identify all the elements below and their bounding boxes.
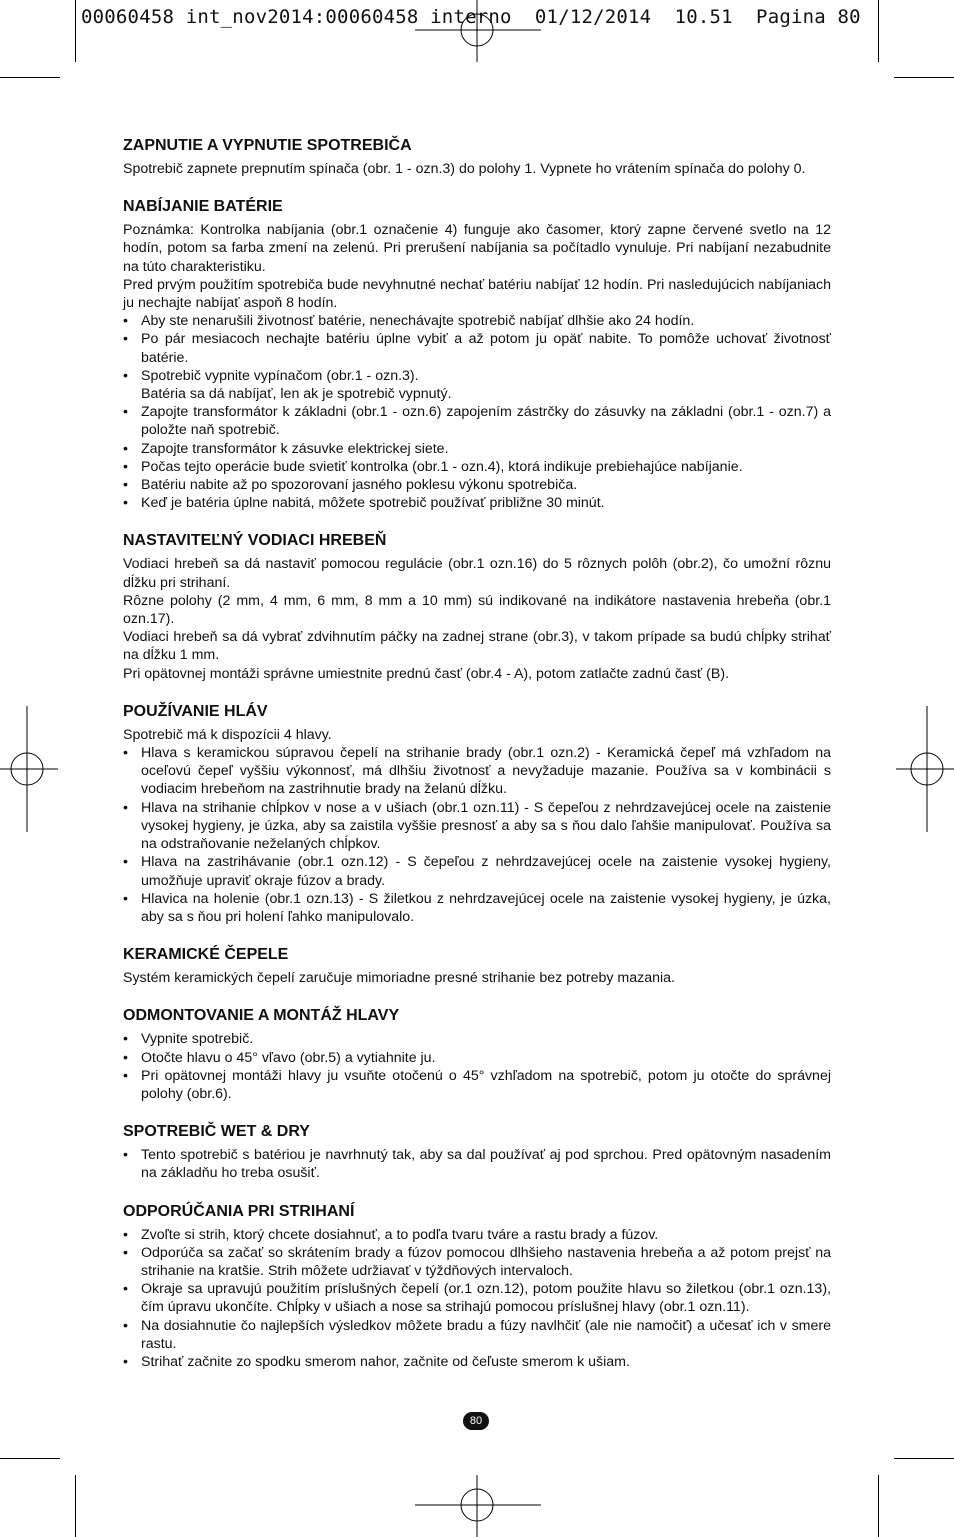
- bullet-list: [123, 312, 831, 512]
- list-item-text: Zvoľte si strih, ktorý chcete dosiahnuť, a to podľa tvaru tváre a rastu brady a fúzov.: [141, 1226, 659, 1243]
- registration-mark-icon: [0, 706, 58, 832]
- paragraph: Vodiaci hrebeň sa dá nastaviť pomocou regulácie (obr.1 ozn.16) do 5 rôznych polôh (obr.2), čo umožní rôznu dĺžku pri strihaní.: [123, 556, 831, 591]
- bullet-list: [123, 744, 831, 926]
- print-slug: 00060458 int_nov2014:00060458 interno 01/12/2014 10.51 Pagina 80: [81, 6, 861, 28]
- list-item: [123, 476, 831, 494]
- paragraph: Spotrebič má k dispozícii 4 hlavy.: [123, 726, 332, 743]
- bullet-icon: •: [123, 1049, 128, 1066]
- bullet-icon: •: [123, 404, 128, 421]
- bullet-icon: •: [123, 799, 128, 816]
- section-heading: NASTAVITEĽNÝ VODIACI HREBEŇ: [123, 532, 387, 550]
- list-item-text: Hlava na zastrihávanie (obr.1 ozn.12) - S čepeľou z nehrdzavejúcej ocele na zaistenie vysokej hygieny, umožňuje upraviť okraje fúzov a brady.: [141, 854, 831, 889]
- section-heading: KERAMICKÉ ČEPELE: [123, 946, 289, 964]
- section: [123, 136, 831, 178]
- list-item-text: Okraje sa upravujú použitím príslušných čepelí (or.1 ozn.12), potom použite hlavu so žiletkou (obr.1 ozn.13), čím úpravu ukončíte. Chĺpky v ušiach a nose sa strihajú pomocou príslušnej hlavy (obr.1 ozn.11).: [141, 1281, 831, 1316]
- bullet-icon: •: [123, 1244, 128, 1261]
- registration-mark-icon: [415, 1475, 541, 1537]
- list-item-text: Zapojte transformátor k zásuvke elektrickej siete.: [141, 440, 449, 457]
- registration-mark-icon: [896, 706, 954, 832]
- list-item-text: Otočte hlavu o 45° vľavo (obr.5) a vytiahnite ju.: [141, 1049, 436, 1066]
- list-item: [123, 367, 831, 403]
- bullet-list: [123, 1146, 831, 1182]
- bullet-icon: •: [123, 854, 128, 871]
- page-number-badge: 80: [463, 1412, 489, 1430]
- section: [123, 702, 831, 926]
- bullet-icon: •: [123, 367, 128, 384]
- bullet-icon: •: [123, 890, 128, 907]
- list-item-text: Tento spotrebič s batériou je navrhnutý tak, aby sa dal používať aj pod sprchou. Pred opätovným nasadením na základňu ho treba osušiť.: [141, 1147, 831, 1182]
- section-heading: POUŽÍVANIE HLÁV: [123, 702, 268, 720]
- list-item-text: Zapojte transformátor k základni (obr.1 - ozn.6) zapojením zástrčky do zásuvky na základni (obr.1 - ozn.7) a položte naň spotrebič.: [141, 404, 831, 439]
- bullet-list: [123, 1030, 831, 1103]
- bullet-icon: •: [123, 331, 128, 348]
- list-item: [123, 1067, 831, 1103]
- list-item: [123, 1226, 831, 1244]
- crop-mark: [0, 1458, 60, 1459]
- list-item-text: Hlava na strihanie chĺpkov v nose a v ušiach (obr.1 ozn.11) - S čepeľou z nehrdzavejúcej ocele na zaistenie vysokej hygieny, je úzka, aby sa zaistila vyššie presnosť a aby sa s ňou dalo ľahšie manipulovať. Používa sa na odstraňovanie neželaných chĺpkov.: [141, 799, 831, 853]
- list-item-text: Po pár mesiacoch nechajte batériu úplne vybiť a až potom ju opäť nabite. To pomôže uchovať životnosť batérie.: [141, 331, 831, 366]
- bullet-icon: •: [123, 1317, 128, 1334]
- crop-mark: [75, 0, 76, 62]
- section: [123, 1122, 831, 1182]
- registration-mark-icon: [415, 0, 541, 62]
- list-item: [123, 440, 831, 458]
- list-item: [123, 1244, 831, 1280]
- list-item-text: Keď je batéria úplne nabitá, môžete spotrebič používať približne 30 minút.: [141, 495, 605, 512]
- crop-mark: [0, 77, 60, 78]
- bullet-icon: •: [123, 1353, 128, 1370]
- paragraph: Poznámka: Kontrolka nabíjania (obr.1 označenie 4) funguje ako časomer, ktorý zapne červené svetlo na 12 hodín, potom sa farba zmení na zelenú. Pri prerušení nabíjania sa počítadlo vynuluje. Pri nabíjaní nezabudnite na túto charakteristiku.: [123, 222, 831, 275]
- paragraph: Systém keramických čepelí zaručuje mimoriadne presné strihanie bez potreby mazania.: [123, 970, 675, 987]
- list-item-text: Odporúča sa začať so skrátením brady a fúzov pomocou dlhšieho nastavenia hrebeňa a až potom prejsť na strihanie na kratšie. Strih môžete udržiavať v týždňových intervaloch.: [141, 1244, 831, 1279]
- bullet-icon: •: [123, 313, 128, 330]
- list-item: [123, 403, 831, 439]
- section-heading: SPOTREBIČ WET & DRY: [123, 1123, 310, 1141]
- bullet-icon: •: [123, 1031, 128, 1048]
- section-heading: ZAPNUTIE A VYPNUTIE SPOTREBIČA: [123, 137, 412, 154]
- section: [123, 531, 831, 682]
- section: [123, 1006, 831, 1103]
- bullet-icon: •: [123, 1067, 128, 1084]
- list-item-text: Hlavica na holenie (obr.1 ozn.13) - S žiletkou z nehrdzavejúcej ocele na zaistenie vysokej hygieny, je úzka, aby sa s ňou pri holení ľahko manipulovalo.: [141, 890, 831, 925]
- paragraph: Spotrebič zapnete prepnutím spínača (obr. 1 - ozn.3) do polohy 1. Vypnete ho vrátením spínača do polohy 0.: [123, 161, 806, 177]
- list-item: [123, 458, 831, 476]
- section: [123, 945, 831, 987]
- bullet-icon: •: [123, 477, 128, 494]
- paragraph: Vodiaci hrebeň sa dá vybrať zdvihnutím páčky na zadnej strane (obr.3), v takom prípade sa budú chĺpky strihať na dĺžku 1 mm.: [123, 629, 831, 664]
- paragraph: Pred prvým použitím spotrebiča bude nevyhnutné nechať batériu nabíjať 12 hodín. Pri nasledujúcich nabíjaniach ju nechajte nabíjať aspoň 8 hodín.: [123, 276, 831, 312]
- list-item: [123, 853, 831, 889]
- paragraph: Pri opätovnej montáži správne umiestnite prednú časť (obr.4 - A), potom zatlačte zadnú časť (B).: [123, 665, 730, 682]
- list-item-text: Strihať začnite zo spodku smerom nahor, začnite od čeľuste smerom k ušiam.: [141, 1353, 630, 1370]
- bullet-icon: •: [123, 1147, 128, 1164]
- crop-mark: [75, 1475, 76, 1537]
- list-item: [123, 1146, 831, 1182]
- list-item: [123, 1030, 831, 1048]
- list-item: [123, 799, 831, 854]
- list-item: [123, 1353, 831, 1371]
- bullet-icon: •: [123, 440, 128, 457]
- section-heading: ODPORÚČANIA PRI STRIHANÍ: [123, 1202, 355, 1220]
- crop-mark: [878, 0, 879, 62]
- bullet-icon: •: [123, 458, 128, 475]
- list-item-text: Počas tejto operácie bude svietiť kontrolka (obr.1 - ozn.4), ktorá indikuje prebiehajúce nabíjanie.: [141, 458, 743, 475]
- list-item: [123, 1280, 831, 1316]
- crop-mark: [878, 1475, 879, 1537]
- list-item: [123, 890, 831, 926]
- list-item-text: Batériu nabite až po spozorovaní jasného poklesu výkonu spotrebiča.: [141, 477, 578, 494]
- list-item-text: Aby ste nenarušili životnosť batérie, nenechávajte spotrebič nabíjať dlhšie ako 24 hodín.: [141, 313, 695, 330]
- list-item-subtext: Batéria sa dá nabíjať, len ak je spotrebič vypnutý.: [141, 386, 452, 403]
- list-item-text: Spotrebič vypnite vypínačom (obr.1 - ozn.3).: [141, 367, 419, 384]
- section-heading: ODMONTOVANIE A MONTÁŽ HLAVY: [123, 1007, 400, 1025]
- list-item-text: Pri opätovnej montáži hlavy ju vsuňte otočenú o 45° vzhľadom na spotrebič, potom ju otočte do správnej polohy (obr.6).: [141, 1067, 831, 1102]
- list-item-text: Hlava s keramickou súpravou čepelí na strihanie brady (obr.1 ozn.2) - Keramická čepeľ má vzhľadom na oceľovú čepeľ vyššiu výkonnosť, má dlhšiu životnosť a nevyžaduje mazanie. Používa sa v kombinácii s vodiacim hrebeňom na zastrihnutie brady na želanú dĺžku.: [141, 745, 831, 798]
- list-item: [123, 312, 831, 330]
- bullet-icon: •: [123, 745, 128, 762]
- bullet-icon: •: [123, 1281, 128, 1298]
- list-item: [123, 330, 831, 366]
- list-item: [123, 494, 831, 512]
- section-heading: NABÍJANIE BATÉRIE: [123, 198, 283, 216]
- paragraph: Rôzne polohy (2 mm, 4 mm, 6 mm, 8 mm a 10 mm) sú indikované na indikátore nastavenia hrebeňa (obr.1 ozn.17).: [123, 592, 831, 628]
- list-item: [123, 1317, 831, 1353]
- bullet-icon: •: [123, 1226, 128, 1243]
- crop-mark: [894, 1458, 954, 1459]
- section: [123, 1202, 831, 1372]
- list-item: [123, 1049, 831, 1067]
- list-item: [123, 744, 831, 799]
- bullet-icon: •: [123, 495, 128, 512]
- list-item-text: Na dosiahnutie čo najlepších výsledkov môžete bradu a fúzy navlhčiť (ale nie namočiť) a učesať ich v smere rastu.: [141, 1317, 831, 1352]
- section: [123, 197, 831, 512]
- bullet-list: [123, 1226, 831, 1372]
- crop-mark: [894, 77, 954, 78]
- manual-content: [123, 136, 831, 1390]
- list-item-text: Vypnite spotrebič.: [141, 1031, 254, 1048]
